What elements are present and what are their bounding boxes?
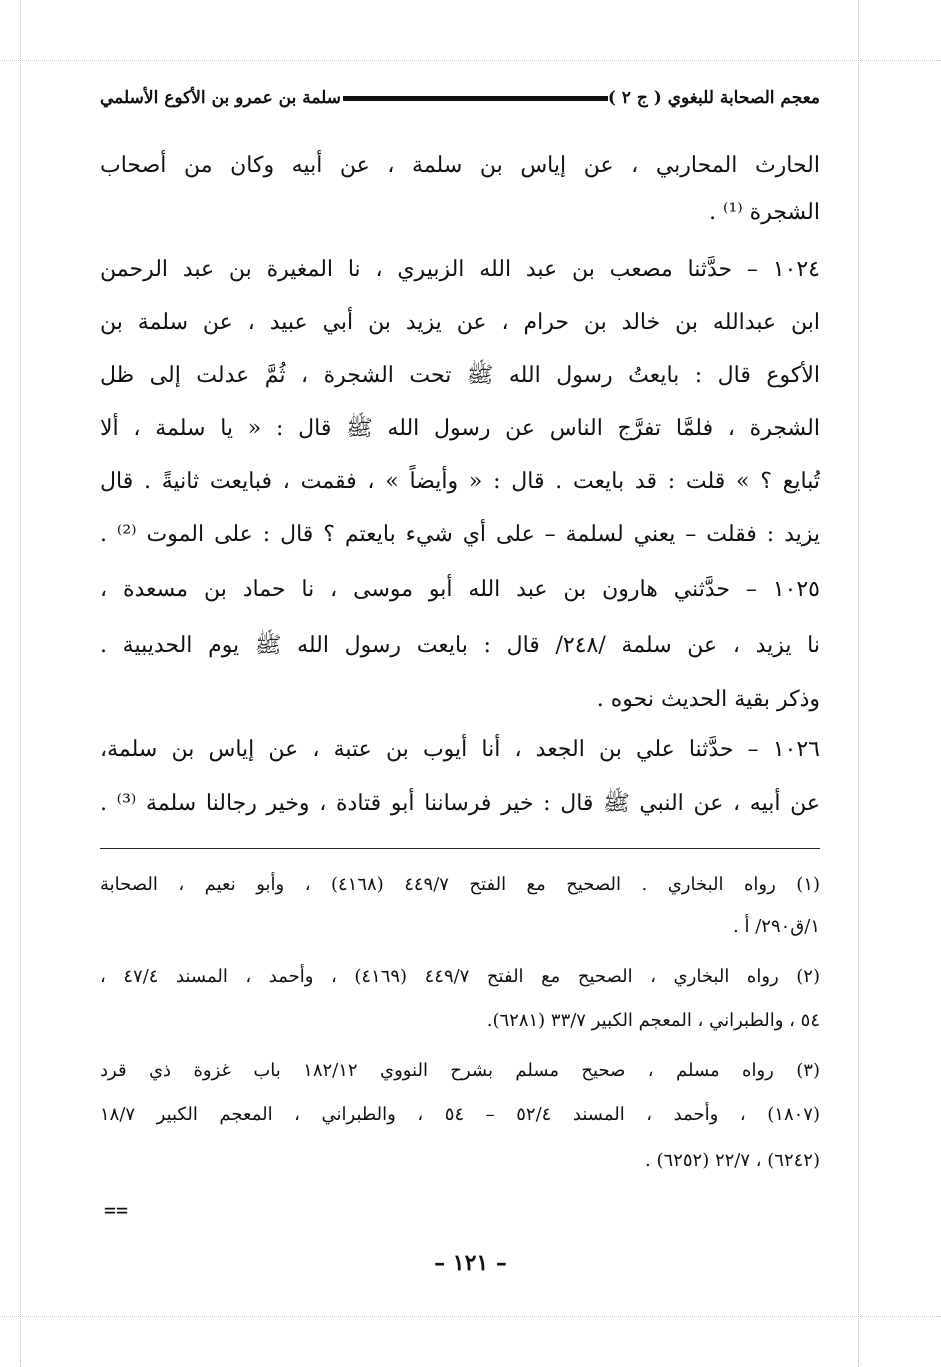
footnote-line: ٥٤ ، والطبراني ، المعجم الكبير ٣٣/٧ (٦٢٨١). bbox=[486, 1010, 820, 1031]
body-line: يزيد : فقلت – يعني لسلمة – على أي شيء بايعتم ؟ قال : على الموت ⁽²⁾ . bbox=[100, 522, 820, 547]
body-line: عن أبيه ، عن النبي ﷺ قال : خير فرساننا أبو قتادة ، وخير رجالنا سلمة ⁽³⁾ . bbox=[100, 791, 820, 816]
body-line: ١٠٢٥ – حدَّثني هارون بن عبد الله أبو موسى ، نا حماد بن مسعدة ، bbox=[100, 577, 820, 602]
footnote-separator bbox=[100, 848, 820, 849]
scan-guide-line bbox=[858, 0, 859, 1367]
footnote-line: (١٨٠٧) ، وأحمد ، المسند ٥٢/٤ – ٥٤ ، والطبراني ، المعجم الكبير ١٨/٧ bbox=[100, 1104, 820, 1125]
body-line: ١٠٢٦ – حدَّثنا علي بن الجعد ، أنا أيوب بن عتبة ، عن إياس بن سلمة، bbox=[100, 737, 820, 762]
body-line: ابن عبدالله بن خالد بن حرام ، عن يزيد بن أبي عبيد ، عن سلمة بن bbox=[100, 310, 820, 335]
scan-guide-line bbox=[0, 1316, 941, 1317]
footnote-line: (٢) رواه البخاري ، الصحيح مع الفتح ٤٤٩/٧ (٤١٦٩) ، وأحمد ، المسند ٤٧/٤ ، bbox=[100, 966, 820, 987]
body-line: الأكوع قال : بايعتُ رسول الله ﷺ تحت الشجرة ، ثُمَّ عدلت إلى ظل bbox=[100, 363, 820, 388]
scan-guide-line bbox=[0, 60, 941, 61]
footnote-line: (١) رواه البخاري . الصحيح مع الفتح ٤٤٩/٧ (٤١٦٨) ، وأبو نعيم ، الصحابة bbox=[100, 874, 820, 895]
body-line: الحارث المحاربي ، عن إياس بن سلمة ، عن أبيه وكان من أصحاب bbox=[100, 153, 820, 178]
footnote-line: (٦٢٤٢) ، ٢٢/٧ (٦٢٥٢) . bbox=[645, 1150, 820, 1171]
scan-guide-line bbox=[20, 0, 21, 1367]
book-title: معجم الصحابة للبغوي ( ج ٢ ) bbox=[607, 88, 820, 108]
section-title: سلمة بن عمرو بن الأكوع الأسلمي bbox=[100, 88, 342, 108]
end-mark: == bbox=[104, 1198, 129, 1222]
body-line: الشجرة ⁽¹⁾ . bbox=[709, 200, 820, 225]
body-line: نا يزيد ، عن سلمة /٢٤٨/ قال : بايعت رسول الله ﷺ يوم الحديبية . bbox=[100, 633, 820, 658]
body-line: وذكر بقية الحديث نحوه . bbox=[596, 687, 820, 712]
header-rule bbox=[343, 96, 608, 101]
body-line: ١٠٢٤ – حدَّثنا مصعب بن عبد الله الزبيري ، نا المغيرة بن عبد الرحمن bbox=[100, 257, 820, 282]
page-number: – ١٢١ – bbox=[434, 1250, 507, 1276]
body-line: تُبايع ؟ » قلت : قد بايعت . قال : « وأيضاً » ، فقمت ، فبايعت ثانيةً . قال bbox=[100, 469, 820, 494]
body-line: الشجرة ، فلمَّا تفرَّج الناس عن رسول الله ﷺ قال : « يا سلمة ، ألا bbox=[100, 416, 820, 441]
running-header bbox=[100, 86, 820, 120]
footnote-line: (٣) رواه مسلم ، صحيح مسلم بشرح النووي ١٨٢/١٢ باب غزوة ذي قرد bbox=[100, 1060, 820, 1081]
footnote-line: ١/ق٢٩٠/ أ . bbox=[733, 916, 820, 937]
